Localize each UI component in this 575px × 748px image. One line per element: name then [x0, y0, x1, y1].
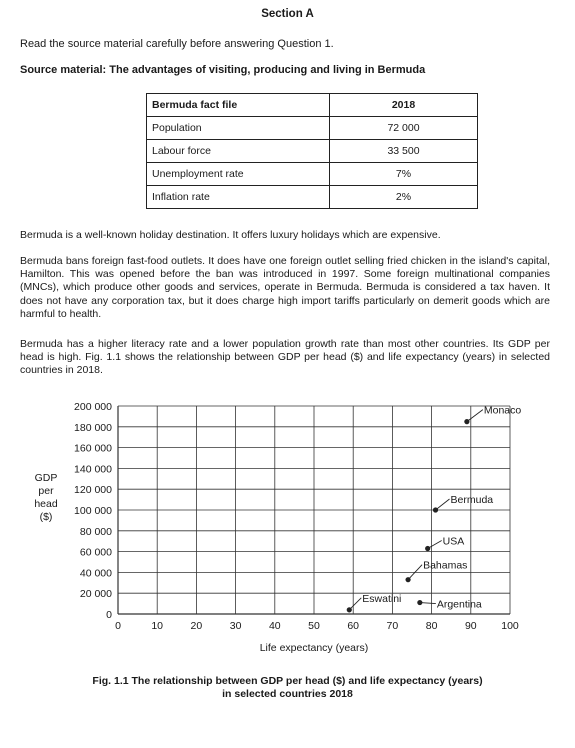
x-tick-label: 60 [347, 620, 360, 632]
point-label: Bahamas [423, 559, 468, 572]
x-axis-label: Life expectancy (years) [259, 642, 369, 654]
data-point [347, 607, 352, 612]
gdp-life-expectancy-chart [0, 395, 575, 660]
table-row [147, 140, 478, 163]
fact-label: Population [147, 117, 330, 140]
y-tick-label: 60 000 [79, 546, 112, 559]
y-tick-label: 20 000 [79, 588, 112, 601]
fact-file-header-label: Bermuda fact file [147, 94, 330, 117]
x-tick-label: 80 [425, 620, 438, 632]
fact-file-header-year: 2018 [330, 94, 478, 117]
paragraph-holiday: Bermuda is a well-known holiday destination. It offers luxury holidays which are expensive. [20, 229, 441, 241]
x-tick-label: 20 [190, 620, 203, 632]
figure-caption-line-2: in selected countries 2018 [222, 688, 353, 700]
x-tick-label: 30 [229, 620, 242, 632]
x-tick-label: 40 [268, 620, 281, 632]
x-tick-label: 10 [151, 620, 164, 632]
y-tick-label: 120 000 [74, 484, 112, 497]
point-label: Bermuda [450, 494, 494, 506]
source-heading: Source material: The advantages of visiting, producing and living in Bermuda [20, 64, 426, 76]
y-axis-label: head [34, 498, 58, 510]
y-tick-label: 140 000 [74, 463, 112, 476]
y-tick-label: 40 000 [79, 567, 112, 580]
paragraph-fast-food: Bermuda bans foreign fast-food outlets. It does have one foreign outlet selling fried chicken in the island's capital, Hamilton. This was opened before the ban was introduced in 1997. Some foreign multinational companies (MNCs), which produce other goods and services, operate in Bermuda. Bermuda is considered a tax haven. It does not have any corporation tax, but it does charge high import tariffs particularly on demerit goods which are harmful to health. [20, 255, 550, 320]
y-tick-label: 180 000 [74, 421, 112, 434]
table-row [147, 117, 478, 140]
data-point [433, 507, 438, 512]
table-row [147, 186, 478, 209]
fact-file-header-row [147, 94, 478, 117]
y-tick-label: 200 000 [74, 401, 112, 413]
fact-value: 7% [330, 163, 478, 186]
y-tick-label: 80 000 [79, 525, 112, 538]
figure-caption-line-1: Fig. 1.1 The relationship between GDP per head ($) and life expectancy (years) [92, 675, 483, 687]
section-title: Section A [261, 8, 314, 20]
fact-label: Labour force [147, 140, 330, 163]
figure-caption [0, 675, 575, 701]
fact-value: 2% [330, 186, 478, 209]
x-tick-label: 0 [115, 620, 121, 632]
leader-line [467, 410, 483, 422]
fact-file-table [146, 93, 478, 209]
point-label: Argentina [436, 598, 482, 611]
table-row [147, 163, 478, 186]
y-tick-label: 0 [106, 609, 112, 621]
y-axis-label: ($) [39, 511, 53, 523]
x-tick-label: 70 [386, 620, 399, 632]
x-tick-label: 100 [501, 620, 519, 632]
data-point [405, 577, 410, 582]
point-label: Monaco [483, 404, 522, 417]
y-axis-label: per [38, 485, 54, 497]
point-label: Eswatini [362, 592, 402, 605]
x-tick-label: 90 [464, 620, 477, 632]
fact-label: Unemployment rate [147, 163, 330, 186]
paragraph-literacy: Bermuda has a higher literacy rate and a lower population growth rate than most other countries. Its GDP per head is high. Fig. 1.1 shows the relationship between GDP per head ($) and life expectancy (years) in selected countries in 2018. [20, 338, 550, 377]
instruction-text: Read the source material carefully before answering Question 1. [20, 38, 334, 50]
y-tick-label: 100 000 [74, 505, 112, 517]
leader-line [436, 499, 450, 510]
fact-value: 33 500 [330, 140, 478, 163]
y-axis-label: GDP [34, 472, 58, 484]
data-point [425, 546, 430, 551]
fact-label: Inflation rate [147, 186, 330, 209]
point-label: USA [442, 535, 465, 548]
data-point [464, 419, 469, 424]
fact-value: 72 000 [330, 117, 478, 140]
y-tick-label: 160 000 [74, 442, 112, 455]
x-tick-label: 50 [308, 620, 320, 632]
data-point [417, 600, 422, 605]
